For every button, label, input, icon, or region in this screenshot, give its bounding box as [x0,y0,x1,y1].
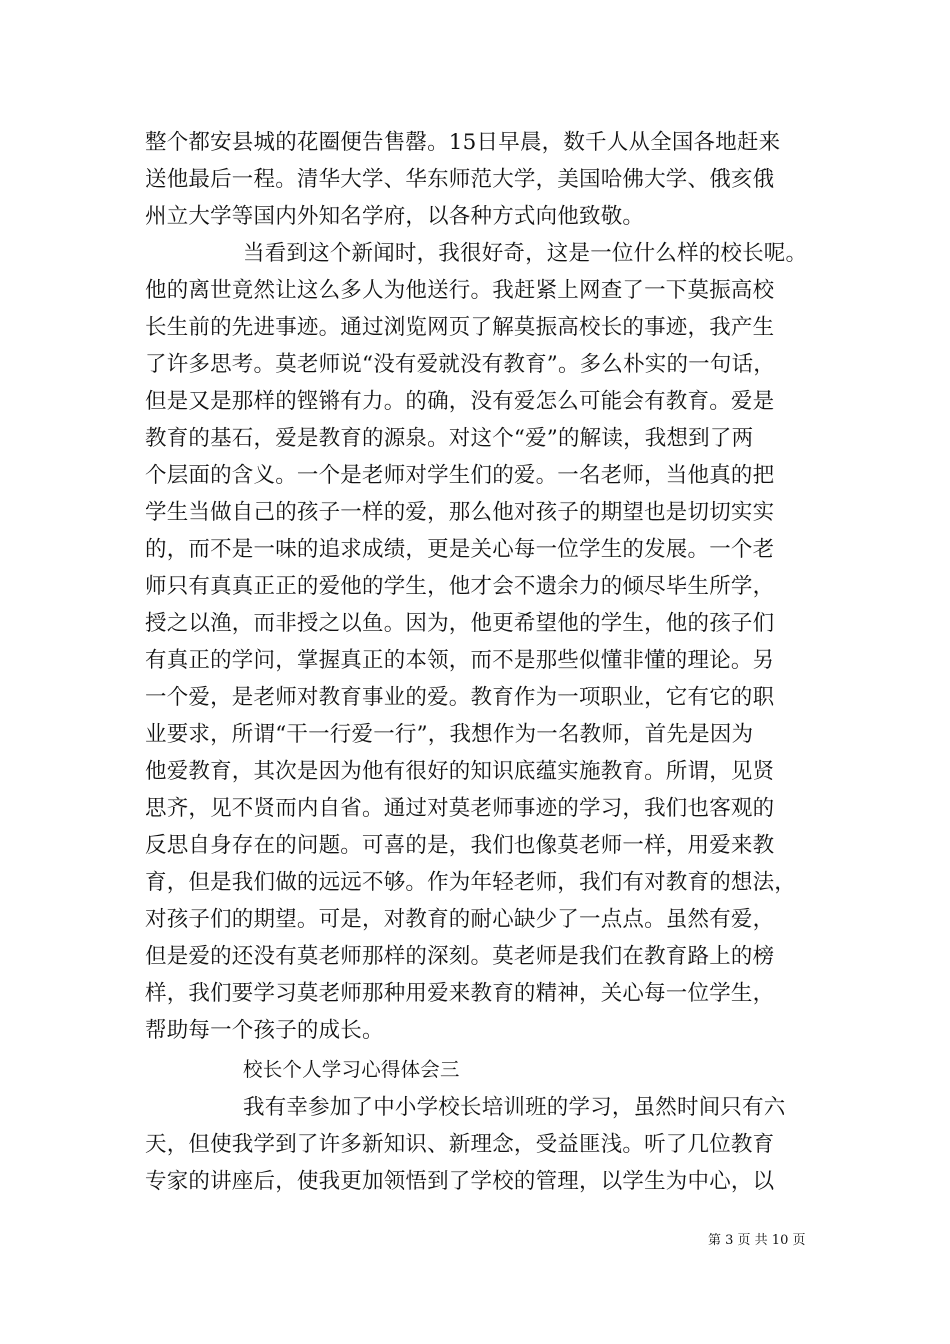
body-text-line: 送他最后一程。清华大学、华东师范大学，美国哈佛大学、俄亥俄 [145,167,775,192]
body-text-line: 的，而不是一味的追求成绩，更是关心每一位学生的发展。一个老 [145,537,775,562]
body-text-line: 长生前的先进事迹。通过浏览网页了解莫振高校长的事迹，我产生 [145,315,775,340]
body-text-line: 州立大学等国内外知名学府，以各种方式向他致敬。 [145,204,645,229]
body-text-line: 个层面的含义。一个是老师对学生们的爱。一名老师，当他真的把 [145,463,775,488]
body-text-line: 教育的基石，爱是教育的源泉。对这个“爱”的解读，我想到了两 [145,426,754,451]
body-text-line: 但是又是那样的铿锵有力。的确，没有爱怎么可能会有教育。爱是 [145,389,775,414]
body-text-line: 师只有真真正正的爱他的学生，他才会不遗余力的倾尽毕生所学， [145,574,775,599]
body-text-line: 专家的讲座后，使我更加领悟到了学校的管理，以学生为中心，以 [145,1169,775,1194]
body-text-line: 一个爱，是老师对教育事业的爱。教育作为一项职业，它有它的职 [145,685,775,710]
body-text-line: 反思自身存在的问题。可喜的是，我们也像莫老师一样，用爱来教 [145,833,775,858]
body-text-line: 整个都安县城的花圈便告售罄。15日早晨，数千人从全国各地赶来 [145,130,781,155]
section-heading: 校长个人学习心得体会三 [243,1058,460,1081]
body-text-line: 授之以渔，而非授之以鱼。因为，他更希望他的学生，他的孩子们 [145,611,775,636]
paragraph-first-line: 我有幸参加了中小学校长培训班的学习，虽然时间只有六 [243,1095,786,1120]
body-text-line: 学生当做自己的孩子一样的爱，那么他对孩子的期望也是切切实实 [145,500,775,525]
body-text-line: 他的离世竟然让这么多人为他送行。我赶紧上网查了一下莫振高校 [145,278,775,303]
body-text-line: 天，但使我学到了许多新知识、新理念，受益匪浅。听了几位教育 [145,1132,775,1157]
body-text-line: 了许多思考。莫老师说“没有爱就没有教育”。多么朴实的一句话， [145,352,775,377]
body-text-line: 样，我们要学习莫老师那种用爱来教育的精神，关心每一位学生， [145,981,775,1006]
body-text-line: 对孩子们的期望。可是，对教育的耐心缺少了一点点。虽然有爱， [145,907,775,932]
paragraph-first-line: 当看到这个新闻时，我很好奇，这是一位什么样的校长呢。 [243,241,808,266]
body-text-line: 有真正的学问，掌握真正的本领，而不是那些似懂非懂的理论。另 [145,648,775,673]
body-text-line: 业要求，所谓“干一行爱一行”，我想作为一名教师，首先是因为 [145,722,754,747]
page-number-footer: 第 3 页 共 10 页 [708,1233,806,1248]
body-text-line: 思齐，见不贤而内自省。通过对莫老师事迹的学习，我们也客观的 [145,796,775,821]
body-text-line: 育，但是我们做的远远不够。作为年轻老师，我们有对教育的想法， [145,870,797,895]
body-text-line: 他爱教育，其次是因为他有很好的知识底蕴实施教育。所谓，见贤 [145,759,775,784]
body-text-line: 帮助每一个孩子的成长。 [145,1018,384,1043]
body-text-line: 但是爱的还没有莫老师那样的深刻。莫老师是我们在教育路上的榜 [145,944,775,969]
